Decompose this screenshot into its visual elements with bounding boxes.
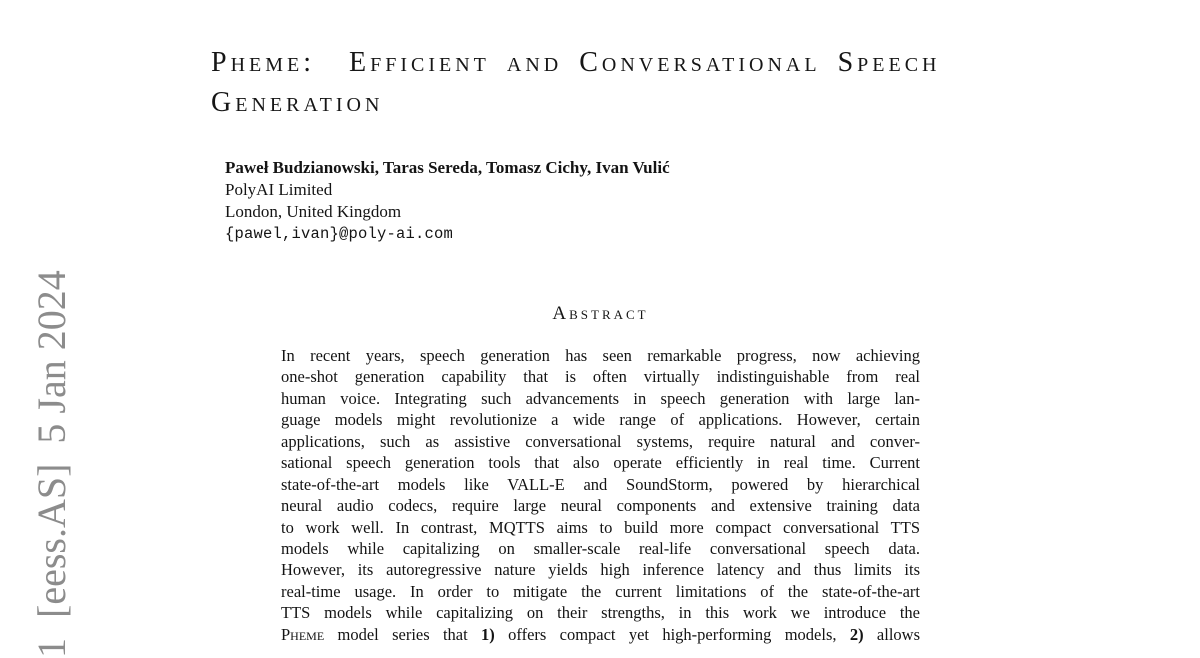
abstract-line: state-of-the-art models like VALL-E and SoundStorm, powered by hierarchical <box>281 474 920 494</box>
abstract-line: guage models might revolutionize a wide range of applications. However, certain <box>281 410 920 430</box>
abstract-text-segment: model series that <box>337 624 468 644</box>
abstract-line: applications, such as assistive conversational systems, require natural and conver- <box>281 431 920 451</box>
arxiv-stamp: 1 [eess.AS] 5 Jan 2024 <box>29 270 74 658</box>
abstract-body <box>281 345 920 645</box>
author-block <box>225 157 670 245</box>
author-names: Paweł Budzianowski, Taras Sereda, Tomasz Cichy, Ivan Vulić <box>225 158 670 177</box>
model-name-smallcaps: Pheme <box>281 624 325 644</box>
location: London, United Kingdom <box>225 202 402 221</box>
abstract-line: to work well. In contrast, MQTTS aims to build more compact conversational TTS <box>281 517 920 537</box>
abstract-line: real-time usage. In order to mitigate the current limitations of the state-of-the-art <box>281 581 920 601</box>
abstract-line: neural audio codecs, require large neural components and extensive training data <box>281 496 920 516</box>
paper-title <box>211 43 940 123</box>
paper-title-line-2: Generation <box>211 87 384 118</box>
abstract-line: sational speech generation tools that also operate efficiently in real time. Current <box>281 453 920 473</box>
abstract-line: one-shot generation capability that is often virtually indistinguishable from real <box>281 367 920 387</box>
abstract-text-segment: offers compact yet high-performing models, <box>508 624 837 644</box>
abstract-line: However, its autoregressive nature yields high inference latency and thus limits its <box>281 560 920 580</box>
email-address: {pawel,ivan}@poly-ai.com <box>225 225 454 243</box>
abstract-line: models while capitalizing on smaller-scale real-life conversational speech data. <box>281 538 920 558</box>
abstract-line-last <box>281 624 920 645</box>
enumeration-marker: 1) <box>481 624 495 644</box>
abstract-line: TTS models while capitalizing on their strengths, in this work we introduce the <box>281 603 920 623</box>
abstract-heading: Abstract <box>552 303 649 324</box>
abstract-text-segment: allows <box>876 624 920 644</box>
abstract-line: In recent years, speech generation has seen remarkable progress, now achieving <box>281 346 920 365</box>
paper-title-line-1: Pheme: Efficient and Conversational Speech <box>211 47 941 78</box>
abstract-line: human voice. Integrating such advancements in speech generation with large lan- <box>281 388 920 408</box>
enumeration-marker: 2) <box>849 624 864 644</box>
affiliation: PolyAI Limited <box>225 180 333 199</box>
